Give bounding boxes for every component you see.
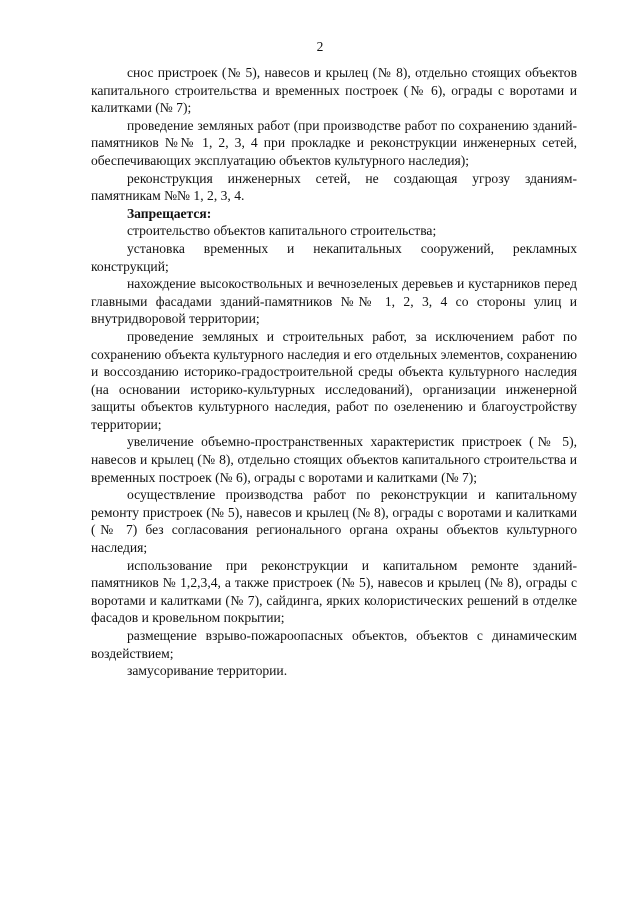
paragraph-prohibited-siding: использование при реконструкции и капитальном ремонте зданий-памятников № 1,2,3,4, а также пристроек (№ 5), навесов и крылец (№ 8), ограды с воротами и калитками (№ 7), сайдинга, ярких колористических решений в отделке фасадов и кровельном покрытии; (91, 557, 577, 626)
section-heading-prohibited: Запрещается: (127, 205, 212, 221)
paragraph-prohibited-unapproved-works: осуществление производства работ по реконструкции и капитальному ремонту пристроек (№ 5), навесов и крылец (№ 8), ограды с воротами и калитками (№ 7) без согласования регионального органа охраны объектов культурного наследия; (91, 487, 577, 556)
page-number: 2 (316, 39, 324, 54)
paragraph-earthworks: проведение земляных работ (при производстве работ по сохранению зданий-памятников №№ 1, 2, 3, 4 при прокладке и реконструкции инженерных сетей, обеспечивающих эксплуатацию объектов культурного наследия); (91, 117, 577, 168)
paragraph-prohibited-temporary-structures: установка временных и некапитальных сооружений, рекламных конструкций; (91, 240, 577, 274)
paragraph-prohibited-hazardous-objects: размещение взрыво-пожароопасных объектов, объектов с динамическим воздействием; (91, 628, 577, 661)
document-body (91, 64, 577, 680)
paragraph-prohibited-volume-increase: увеличение объемно-пространственных характеристик пристроек (№ 5), навесов и крылец (№ 8), отдельно стоящих объектов капитального строительства и временных построек (№ 6), ограды с воротами и калитками (№ 7); (91, 434, 577, 485)
paragraph-prohibited-construction: строительство объектов капитального строительства; (127, 223, 437, 239)
paragraph-demolition: снос пристроек (№ 5), навесов и крылец (№ 8), отдельно стоящих объектов капитального строительства и временных построек (№ 6), ограды с воротами и калитками (№ 7); (91, 65, 577, 116)
paragraph-prohibited-trees: нахождение высокоствольных и вечнозеленых деревьев и кустарников перед главными фасадами зданий-памятников №№ 1, 2, 3, 4 со стороны улиц и внутридворовой территории; (91, 276, 577, 327)
paragraph-prohibited-littering: замусоривание территории. (127, 663, 288, 679)
paragraph-engineering-networks: реконструкция инженерных сетей, не создающая угрозу зданиям-памятникам №№ 1, 2, 3, 4. (91, 170, 577, 204)
paragraph-prohibited-earthworks: проведение земляных и строительных работ, за исключением работ по сохранению объекта культурного наследия и его отдельных элементов, сохранению и воссозданию историко-градостроительной среды объекта культурного наследия (на основании историко-культурных исследований), организации инженерной защиты объектов культурного наследия, работ по озеленению и благоустройству территории; (91, 328, 577, 432)
